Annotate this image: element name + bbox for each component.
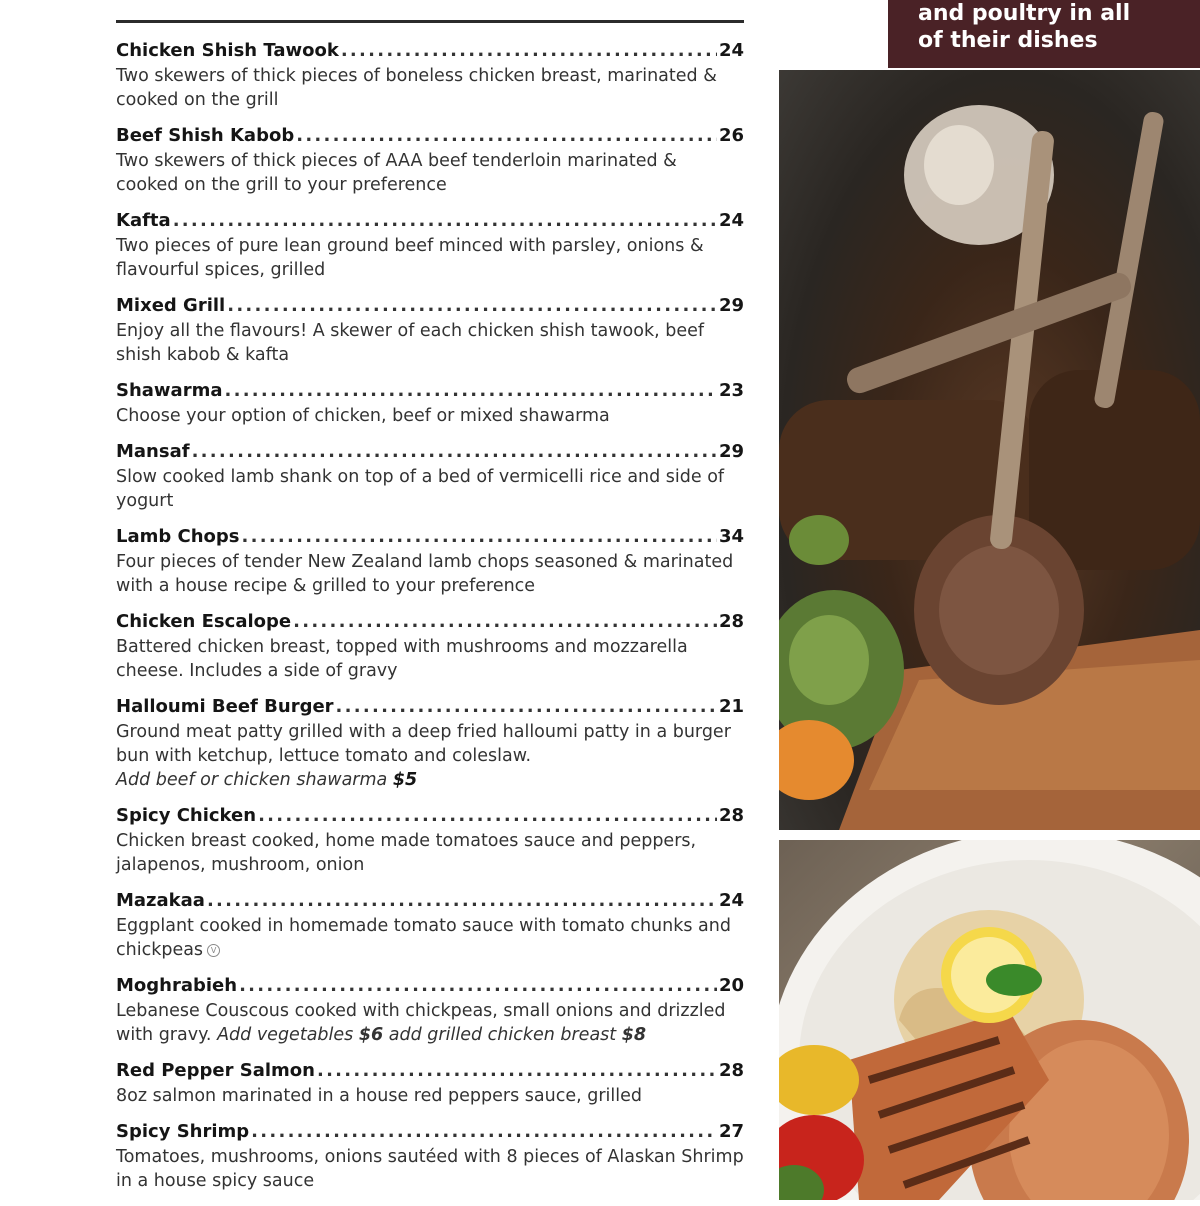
item-price: 23: [718, 380, 744, 401]
item-description: Choose your option of chicken, beef or mixed shawarma: [116, 406, 610, 426]
add-on-price: $6: [358, 1025, 384, 1045]
item-description: Battered chicken breast, topped with mushrooms and mozzarella cheese. Includes a side of gravy: [116, 637, 688, 681]
add-on-line: [116, 768, 744, 792]
dot-leader: [341, 40, 717, 61]
add-on-price: $5: [392, 770, 418, 790]
item-name: Lamb Chops: [116, 526, 240, 547]
menu-item: [116, 1121, 744, 1193]
item-description: Tomatoes, mushrooms, onions sautéed with 8 pieces of Alaskan Shrimp in a house spicy sauce: [116, 1147, 744, 1191]
dot-leader: [336, 696, 717, 717]
dot-leader: [258, 805, 717, 826]
dot-leader: [296, 125, 717, 146]
dot-leader: [239, 975, 717, 996]
menu-list: [116, 40, 744, 1206]
lamb-chops-photo: [779, 70, 1200, 830]
salmon-photo: [779, 840, 1200, 1200]
item-name: Red Pepper Salmon: [116, 1060, 315, 1081]
dot-leader: [293, 611, 717, 632]
item-price: 29: [718, 441, 744, 462]
item-price: 28: [718, 611, 744, 632]
menu-item: [116, 805, 744, 877]
item-description: [116, 999, 744, 1047]
dot-leader: [173, 210, 717, 231]
item-description: 8oz salmon marinated in a house red peppers sauce, grilled: [116, 1086, 642, 1106]
item-description: Enjoy all the flavours! A skewer of each chicken shish tawook, beef shish kabob & kafta: [116, 321, 705, 365]
banner-line-2: of their dishes: [918, 28, 1098, 53]
menu-item: [116, 380, 744, 428]
item-name: Kafta: [116, 210, 171, 231]
item-description: [116, 914, 744, 962]
menu-item: [116, 295, 744, 367]
item-price: 28: [718, 805, 744, 826]
item-description: Four pieces of tender New Zealand lamb chops seasoned & marinated with a house recipe & grilled to your preference: [116, 552, 734, 596]
menu-item: [116, 975, 744, 1047]
add-on-price-2: $8: [621, 1025, 647, 1045]
item-name: Spicy Shrimp: [116, 1121, 250, 1142]
item-description-text: Lebanese Couscous cooked with chickpeas, small onions and drizzled with gravy.: [116, 1001, 726, 1045]
item-name: Chicken Escalope: [116, 611, 292, 632]
menu-item: [116, 125, 744, 197]
menu-item: [116, 40, 744, 112]
menu-item: [116, 890, 744, 962]
vegetarian-icon: V: [207, 944, 220, 957]
dot-leader: [192, 441, 717, 462]
item-name: Mazakaa: [116, 890, 205, 911]
item-name: Beef Shish Kabob: [116, 125, 295, 146]
dot-leader: [227, 295, 717, 316]
menu-item: [116, 1060, 744, 1108]
item-name: Shawarma: [116, 380, 223, 401]
item-description: Two skewers of thick pieces of AAA beef tenderloin marinated & cooked on the grill to your preference: [116, 151, 677, 195]
item-description: Ground meat patty grilled with a deep fried halloumi patty in a burger bun with ketchup, lettuce tomato and coleslaw.: [116, 722, 731, 766]
dot-leader: [224, 380, 716, 401]
item-price: 20: [718, 975, 744, 996]
add-on-text: Add beef or chicken shawarma: [116, 770, 388, 790]
dot-leader: [251, 1121, 717, 1142]
item-description: Slow cooked lamb shank on top of a bed of vermicelli rice and side of yogurt: [116, 467, 725, 511]
menu-item: [116, 696, 744, 792]
info-banner: [888, 0, 1200, 68]
top-divider: [116, 20, 744, 23]
item-price: 27: [718, 1121, 744, 1142]
add-on-text: Add vegetables: [217, 1025, 354, 1045]
item-name: Moghrabieh: [116, 975, 238, 996]
item-name: Mansaf: [116, 441, 190, 462]
item-price: 24: [718, 40, 744, 61]
menu-item: [116, 526, 744, 598]
menu-item: [116, 210, 744, 282]
item-name: Spicy Chicken: [116, 805, 257, 826]
item-description: Two skewers of thick pieces of boneless chicken breast, marinated & cooked on the grill: [116, 66, 717, 110]
item-price: 24: [718, 210, 744, 231]
item-price: 29: [718, 295, 744, 316]
item-name: Chicken Shish Tawook: [116, 40, 339, 61]
dot-leader: [242, 526, 717, 547]
item-description: Chicken breast cooked, home made tomatoes sauce and peppers, jalapenos, mushroom, onion: [116, 831, 697, 875]
banner-line-1: and poultry in all: [918, 1, 1131, 26]
item-price: 28: [718, 1060, 744, 1081]
dot-leader: [317, 1060, 717, 1081]
item-name: Mixed Grill: [116, 295, 226, 316]
item-price: 21: [718, 696, 744, 717]
menu-item: [116, 611, 744, 683]
item-price: 26: [718, 125, 744, 146]
item-description-text: Eggplant cooked in homemade tomato sauce with tomato chunks and chickpeas: [116, 916, 731, 960]
item-description: Two pieces of pure lean ground beef minced with parsley, onions & flavourful spices, grilled: [116, 236, 704, 280]
item-price: 24: [718, 890, 744, 911]
item-name: Halloumi Beef Burger: [116, 696, 334, 717]
add-on-text-2: add grilled chicken breast: [388, 1025, 617, 1045]
menu-item: [116, 441, 744, 513]
dot-leader: [207, 890, 717, 911]
item-price: 34: [718, 526, 744, 547]
